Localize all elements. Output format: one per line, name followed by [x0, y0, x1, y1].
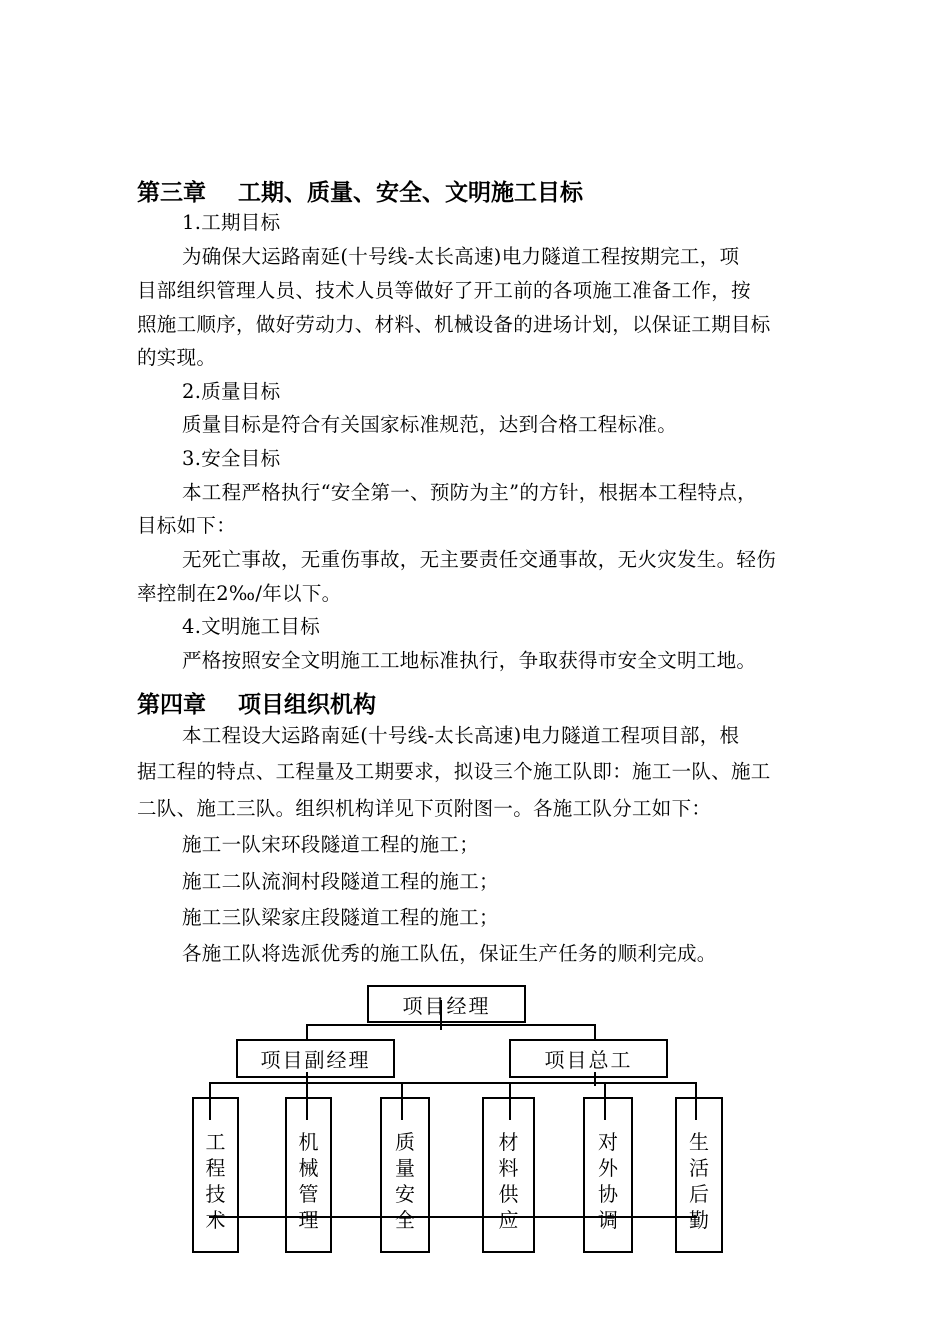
chapter3-heading: 第三章 工期、质量、安全、文明施工目标 [137, 180, 584, 206]
department-char: 量 [395, 1156, 415, 1180]
project-manager-box [367, 985, 526, 1023]
deputy-manager-box [236, 1039, 395, 1078]
department-char: 技 [205, 1182, 226, 1206]
chapter4-heading: 第四章 项目组织机构 [137, 692, 377, 718]
department-char: 械 [298, 1156, 319, 1180]
connector-line [306, 1024, 308, 1040]
department-char: 活 [689, 1156, 709, 1180]
department-char: 全 [395, 1208, 415, 1232]
section2-title: 2.质量目标 [182, 380, 281, 403]
connector-line [306, 1024, 596, 1026]
department-char: 工 [205, 1130, 226, 1154]
department-char: 管 [298, 1182, 319, 1206]
department-char: 材 [498, 1130, 519, 1154]
department-char: 程 [205, 1156, 226, 1180]
department-char: 对 [598, 1130, 618, 1154]
section4-text: 严格按照安全文明施工工地标准执行，争取获得市安全文明工地。 [182, 649, 757, 672]
section3-line: 本工程严格执行“安全第一、预防为主”的方针，根据本工程特点， [182, 481, 757, 504]
section3-title: 3.安全目标 [182, 447, 281, 470]
chief-engineer-label: 项目总工 [544, 1048, 633, 1072]
department-char: 料 [498, 1156, 519, 1180]
connector-line [209, 1082, 697, 1084]
section2-text: 质量目标是符合有关国家标准规范，达到合格工程标准。 [182, 413, 678, 436]
project-manager-label: 项目经理 [402, 993, 491, 1018]
department-box-quality-safety [380, 1097, 430, 1253]
section3-line: 目标如下： [137, 514, 237, 537]
department-box-machinery [285, 1097, 332, 1253]
section3-line: 无死亡事故，无重伤事故，无主要责任交通事故，无火灾发生。轻伤 [182, 548, 777, 571]
department-char: 机 [298, 1130, 319, 1154]
chapter4-intro-line: 本工程设大运路南延(十号线-太长高速)电力隧道工程项目部，根 [182, 724, 740, 747]
connector-line [594, 1024, 596, 1040]
chief-engineer-box [509, 1039, 668, 1078]
section3-line: 率控制在2‰/年以下。 [137, 582, 342, 605]
section1-line: 目部组织管理人员、技术人员等做好了开工前的各项施工准备工作，按 [137, 279, 751, 302]
department-char: 安 [395, 1182, 415, 1206]
chapter4-intro-line: 据工程的特点、工程量及工期要求，拟设三个施工队即：施工一队、施工 [137, 760, 771, 783]
section1-line: 照施工顺序，做好劳动力、材料、机械设备的进场计划，以保证工期目标 [137, 313, 771, 336]
team2-task: 施工二队流涧村段隧道工程的施工； [182, 870, 499, 893]
department-box-engineering-tech [192, 1097, 239, 1253]
closing-text: 各施工队将选派优秀的施工队伍，保证生产任务的顺利完成。 [182, 942, 717, 965]
department-box-logistics [675, 1097, 723, 1253]
department-box-materials [482, 1097, 535, 1253]
department-char: 理 [298, 1208, 319, 1232]
department-char: 外 [598, 1156, 618, 1180]
department-char: 质 [395, 1130, 415, 1154]
chapter4-intro-line: 二队、施工三队。组织机构详见下页附图一。各施工队分工如下： [137, 797, 712, 820]
department-char: 生 [689, 1130, 709, 1154]
department-char: 协 [598, 1182, 618, 1206]
department-char: 术 [205, 1208, 226, 1232]
section1-line: 的实现。 [137, 346, 217, 369]
department-char: 供 [498, 1182, 519, 1206]
department-char: 勤 [689, 1208, 709, 1232]
department-char: 调 [598, 1208, 618, 1232]
section1-line: 为确保大运路南延(十号线-太长高速)电力隧道工程按期完工，项 [182, 245, 740, 268]
department-char: 后 [689, 1182, 709, 1206]
team1-task: 施工一队宋环段隧道工程的施工； [182, 833, 480, 856]
department-char: 应 [498, 1208, 519, 1232]
team3-task: 施工三队梁家庄段隧道工程的施工； [182, 906, 499, 929]
department-box-external-coordination [583, 1097, 633, 1253]
section1-title: 1.工期目标 [182, 211, 281, 234]
section4-title: 4.文明施工目标 [182, 615, 321, 638]
deputy-manager-label: 项目副经理 [260, 1048, 371, 1072]
